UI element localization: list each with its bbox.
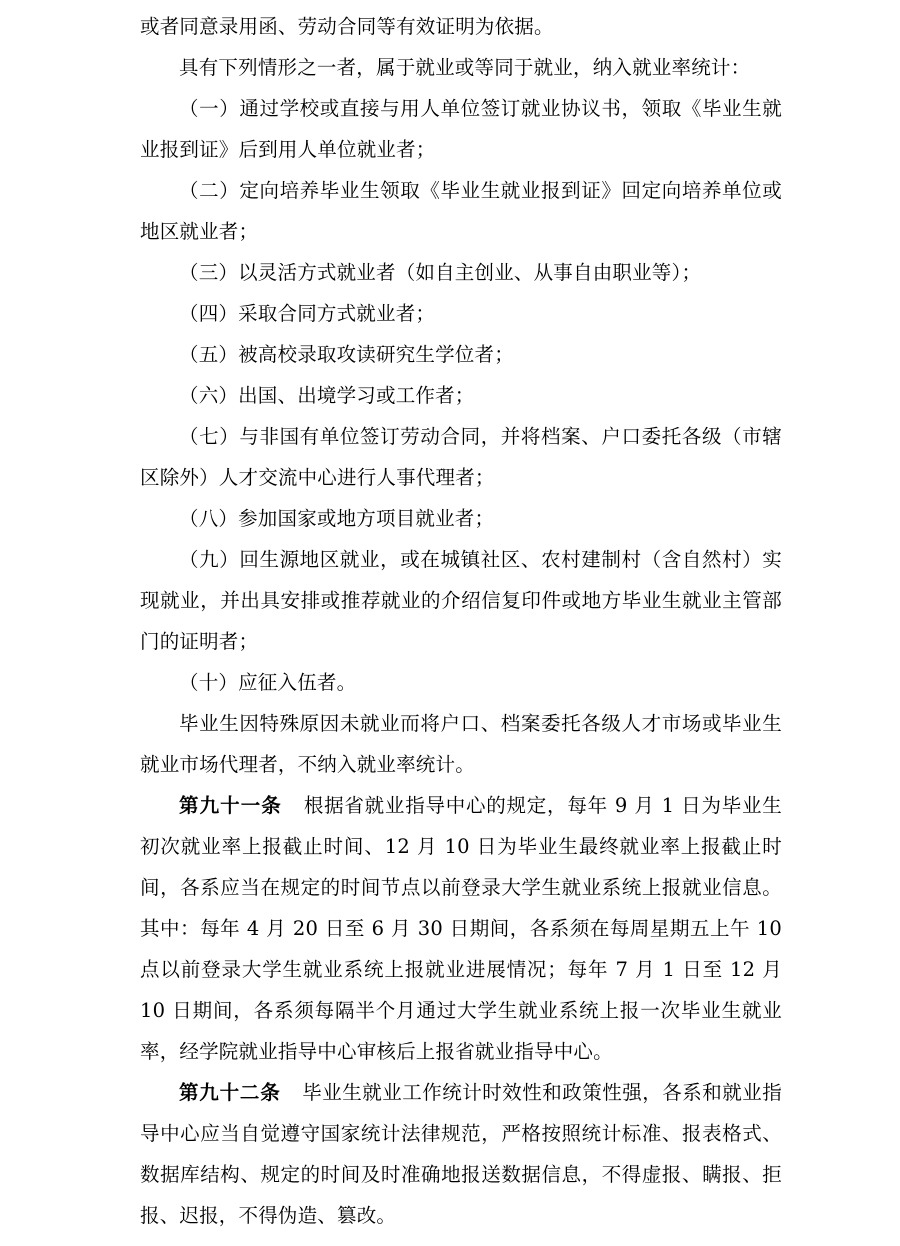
article-91: [140, 785, 789, 1072]
list-item-3: （三）以灵活方式就业者（如自主创业、从事自由职业等）；: [179, 261, 702, 284]
article-92-label: 第九十二条: [179, 1081, 281, 1104]
list-item-10: （十）应征入伍者。: [179, 671, 357, 694]
article-92-body: 毕业生就业工作统计时效性和政策性强，各系和就业指导中心应当自觉遵守国家统计法律规范，严格按照统计标准、报表格式、数据库结构、规定的时间及时准确地报送数据信息，不得虚报、瞒报、拒报、迟报，不得伪造、篡改。: [140, 1081, 782, 1227]
list-item-9: （九）回生源地区就业，或在城镇社区、农村建制村（含自然村）实现就业，并出具安排或推荐就业的介绍信复印件或地方毕业生就业主管部门的证明者；: [140, 548, 782, 653]
article-92: [140, 1072, 782, 1236]
list-item-2: （二）定向培养毕业生领取《毕业生就业报到证》回定向培养单位或地区就业者；: [140, 179, 782, 243]
list-item-1: （一）通过学校或直接与用人单位签订就业协议书，领取《毕业生就业报到证》后到用人单位就业者；: [140, 97, 782, 161]
article-91-label: 第九十一条: [179, 794, 282, 817]
list-item-5: （五）被高校录取攻读研究生学位者；: [179, 343, 514, 366]
paragraph-intro: 具有下列情形之一者，属于就业或等同于就业，纳入就业率统计：: [179, 56, 751, 79]
list-item-4: （四）采取合同方式就业者；: [179, 302, 436, 325]
list-item-8: （八）参加国家或地方项目就业者；: [179, 507, 495, 530]
article-91-body: 根据省就业指导中心的规定，每年 9 月 1 日为毕业生初次就业率上报截止时间、12 月 10 日为毕业生最终就业率上报截止时间，各系应当在规定的时间节点以前登录大学生就业系统上报就业信息。其中：每年 4 月 20 日至 6 月 30 日期间，各系须在每周星期五上午 10 点以前登录大学生就业系统上报就业进展情况；每年 7 月 1 日至 12 月 10 日期间，各系须每隔半个月通过大学生就业系统上报一次毕业生就业率，经学院就业指导中心审核后上报省就业指导中心。: [140, 794, 789, 1063]
list-item-7: （七）与非国有单位签订劳动合同，并将档案、户口委托各级（市辖区除外）人才交流中心进行人事代理者；: [140, 425, 782, 489]
paragraph-exclusion: 毕业生因特殊原因未就业而将户口、档案委托各级人才市场或毕业生就业市场代理者，不纳入就业率统计。: [140, 712, 782, 776]
list-item-6: （六）出国、出境学习或工作者；: [179, 384, 475, 407]
paragraph-continuation: 或者同意录用函、劳动合同等有效证明为依据。: [140, 15, 554, 38]
